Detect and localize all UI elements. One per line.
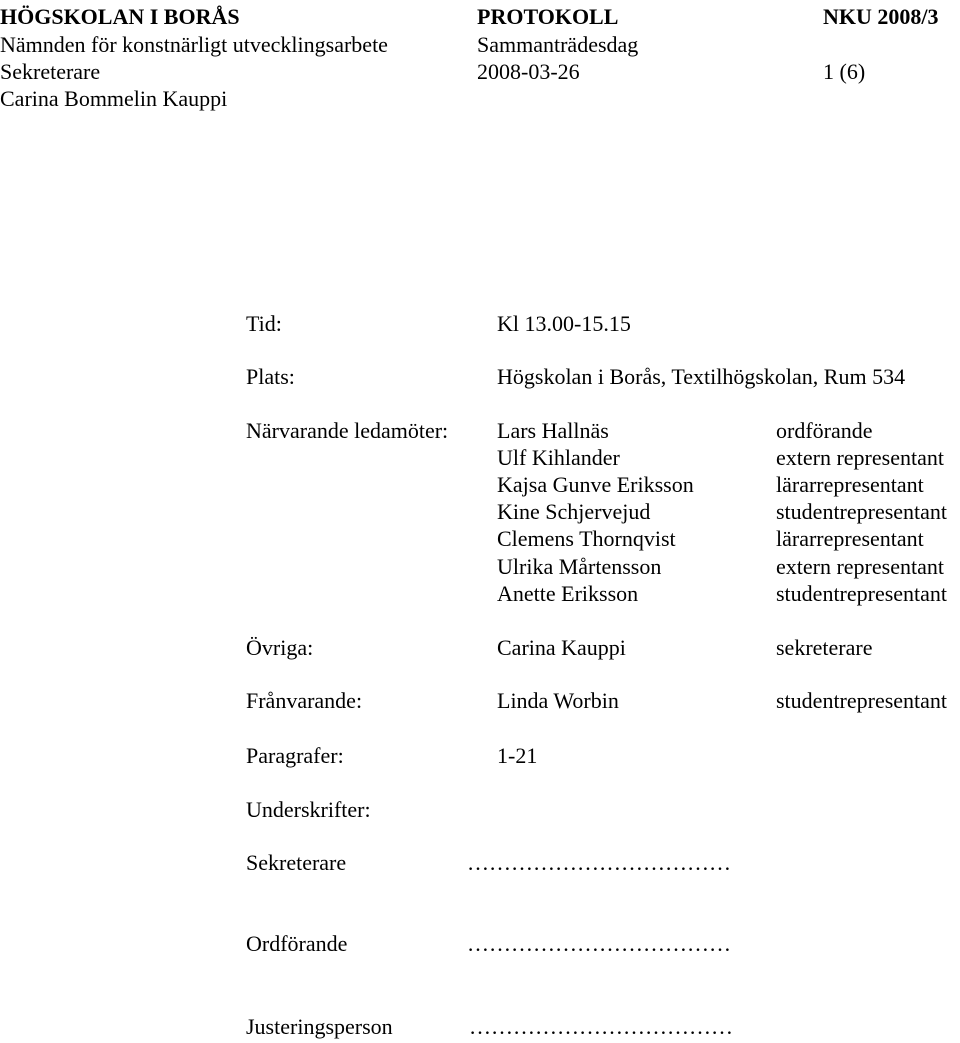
member-name: Ulrika Mårtensson: [497, 554, 662, 579]
time-label: Tid:: [246, 311, 282, 336]
absent-role: studentrepresentant: [776, 688, 948, 713]
time-value: Kl 13.00-15.15: [497, 311, 631, 336]
member-name: Anette Eriksson: [497, 581, 639, 606]
secretary-signature-line: ………………………………: [467, 850, 731, 875]
absent-name: Linda Worbin: [497, 688, 619, 713]
member-name: Ulf Kihlander: [497, 445, 620, 470]
others-role: sekreterare: [776, 635, 873, 660]
absent-label: Frånvarande:: [246, 688, 363, 713]
doc-type: PROTOKOLL: [477, 4, 619, 29]
member-name: Clemens Thornqvist: [497, 526, 676, 551]
committee-name: Nämnden för konstnärligt utvecklingsarbete: [0, 32, 388, 57]
others-label: Övriga:: [246, 635, 314, 660]
member-role: ordförande: [776, 418, 873, 443]
adjuster-label: Justeringsperson: [246, 1014, 393, 1039]
member-role: studentrepresentant: [776, 581, 948, 606]
member-name: Lars Hallnäs: [497, 418, 609, 443]
signatures-title: Underskrifter:: [246, 797, 371, 822]
present-label: Närvarande ledamöter:: [246, 418, 449, 443]
member-role: lärarrepresentant: [776, 526, 924, 551]
meeting-date: 2008-03-26: [477, 59, 580, 84]
paragraphs-value: 1-21: [497, 743, 538, 768]
chair-signature-line: ………………………………: [467, 931, 731, 956]
author-name: Carina Bommelin Kauppi: [0, 86, 228, 111]
place-label: Plats:: [246, 364, 295, 389]
page-number: 1 (6): [823, 59, 866, 84]
adjuster-signature-line: ………………………………: [469, 1014, 733, 1039]
member-role: lärarrepresentant: [776, 472, 924, 497]
place-value: Högskolan i Borås, Textilhögskolan, Rum 534: [497, 364, 906, 389]
org-name: HÖGSKOLAN I BORÅS: [0, 4, 240, 29]
member-role: extern representant: [776, 445, 944, 470]
member-role: studentrepresentant: [776, 499, 948, 524]
author-role: Sekreterare: [0, 59, 101, 84]
secretary-label: Sekreterare: [246, 850, 347, 875]
doc-id: NKU 2008/3: [823, 4, 939, 29]
member-name: Kine Schjervejud: [497, 499, 651, 524]
member-name: Kajsa Gunve Eriksson: [497, 472, 694, 497]
paragraphs-label: Paragrafer:: [246, 743, 344, 768]
others-name: Carina Kauppi: [497, 635, 626, 660]
member-role: extern representant: [776, 554, 944, 579]
chair-label: Ordförande: [246, 931, 348, 956]
meeting-type: Sammanträdesdag: [477, 32, 639, 57]
